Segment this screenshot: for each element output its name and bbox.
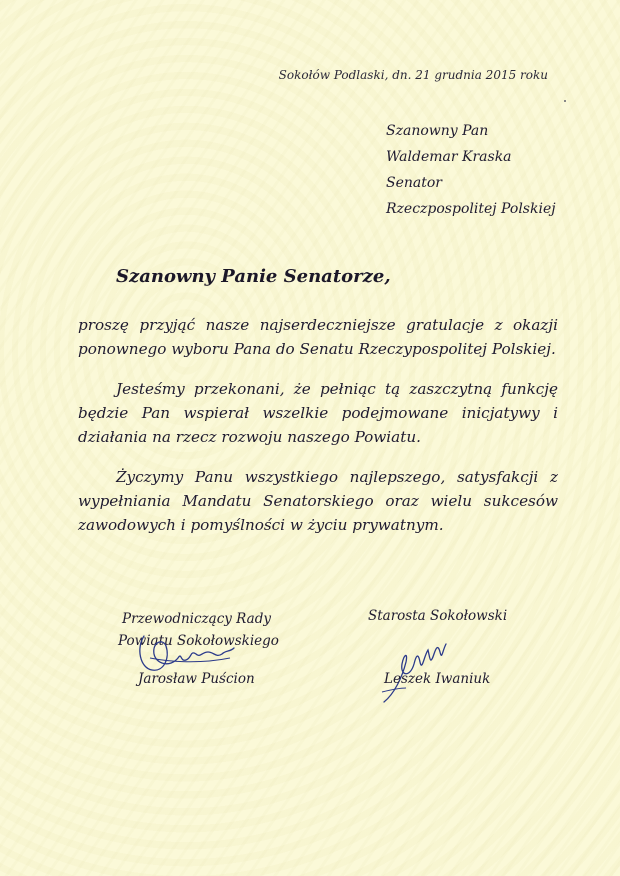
addressee-line: Rzeczpospolitej Polskiej [386,201,556,217]
letter-body [78,313,558,553]
addressee-line: Waldemar Kraska [386,149,512,165]
addressee-line: Szanowny Pan [386,123,489,139]
left-signatory-title [118,608,279,652]
right-signatory-title: Starosta Sokołowski [368,608,508,624]
body-paragraph: proszę przyjąć nasze najserdeczniejsze gratulacje z okazji ponownego wyboru Pana do Senatu Rzeczypospolitej Polskiej. [78,316,558,358]
body-paragraph: Jesteśmy przekonani, że pełniąc tą zaszczytną funkcję będzie Pan wspierał wszelkie podejmowane inicjatywy i działania na rzecz rozwoju naszego Powiatu. [78,380,558,446]
body-paragraph: Życzymy Panu wszystkiego najlepszego, satysfakcji z wypełniania Mandatu Senatorskiego oraz wielu sukcesów zawodowych i pomyślności w życiu prywatnym. [78,468,558,534]
scan-mark [564,100,566,102]
left-title-line: Przewodniczący Rady [122,611,271,627]
salutation: Szanowny Panie Senatorze, [116,266,391,287]
addressee-line: Senator [386,175,442,191]
right-signatory-name: Leszek Iwaniuk [384,671,491,687]
left-signatory-name: Jarosław Puścion [138,671,255,687]
place-date: Sokołów Podlaski, dn. 21 grudnia 2015 roku [278,68,548,82]
addressee-block [386,118,556,222]
left-title-line: Powiatu Sokołowskiego [118,633,279,649]
